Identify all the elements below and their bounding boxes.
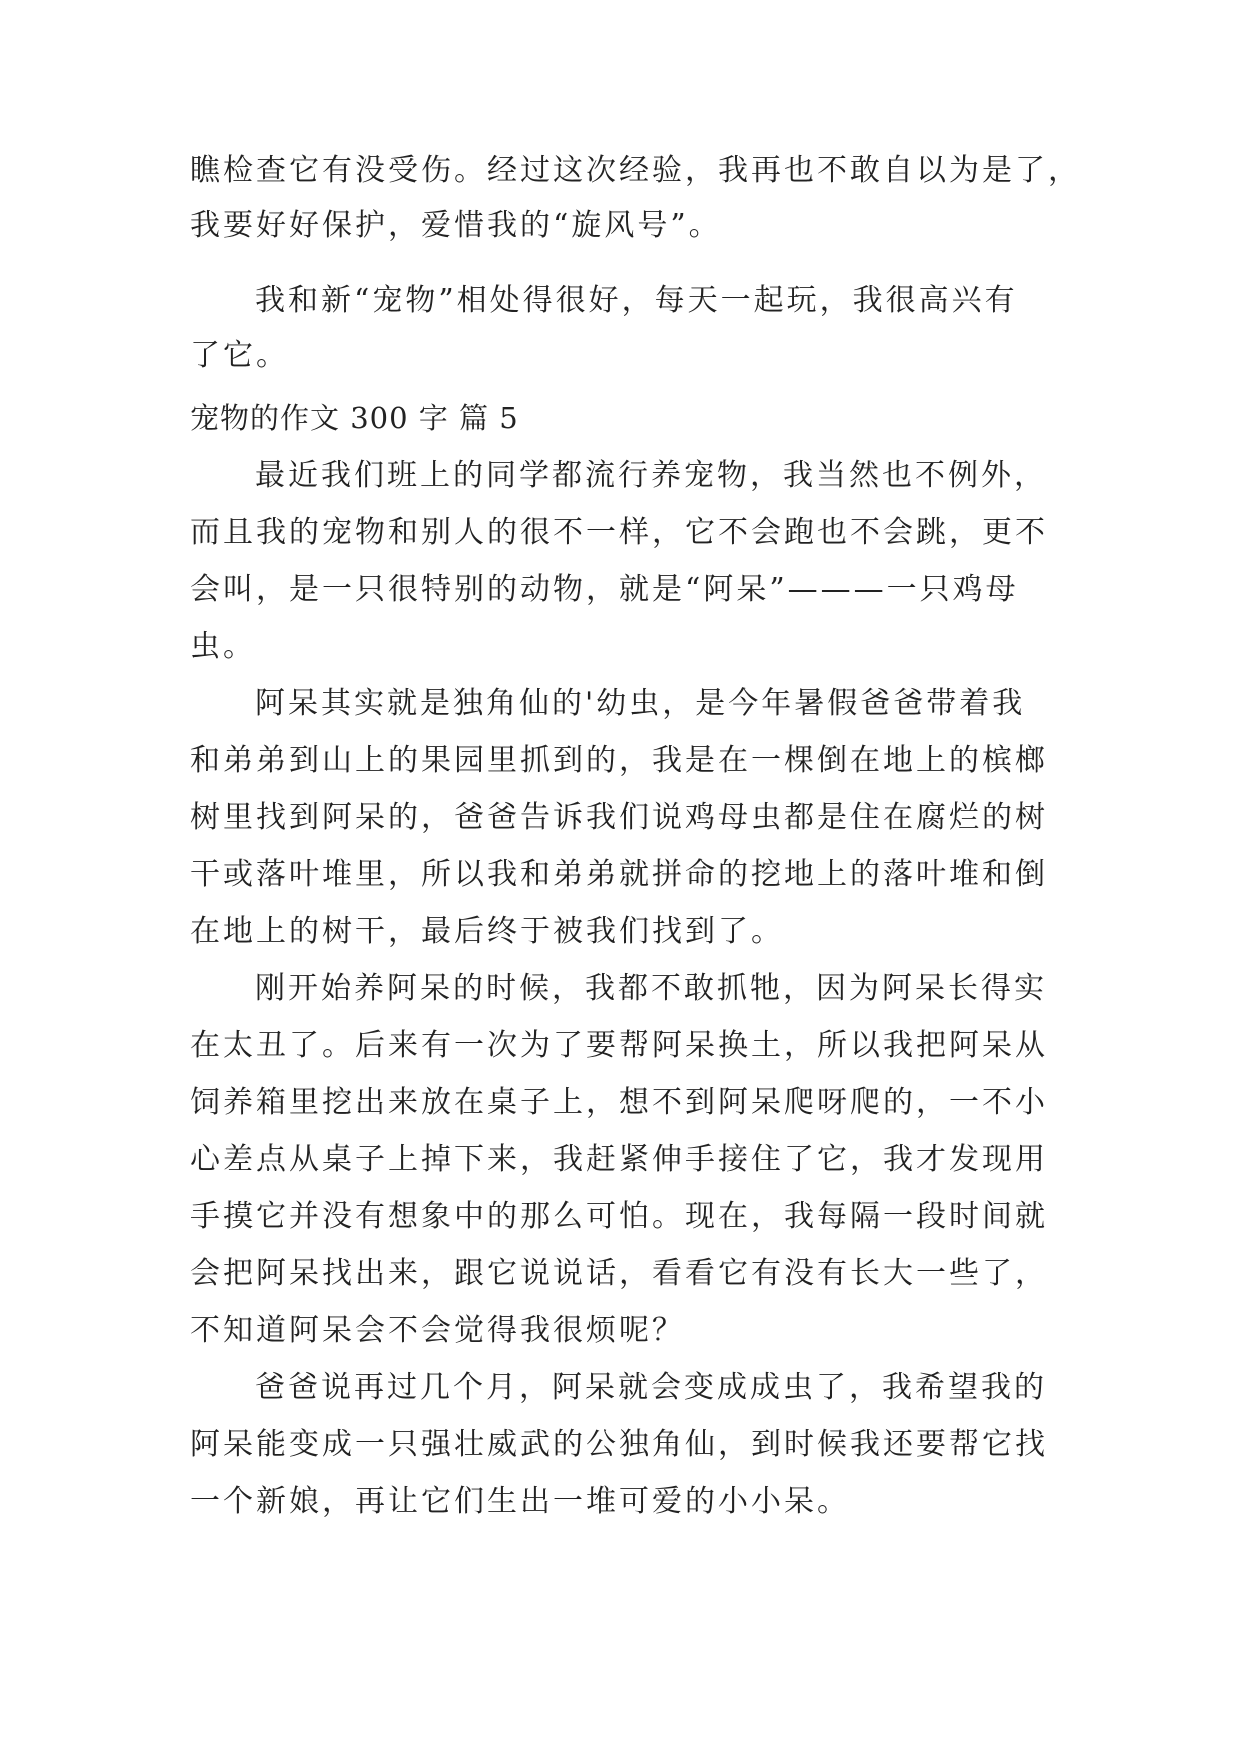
section-heading: 宠物的作文 300 字 篇 5 (190, 401, 519, 435)
text-line: 和弟弟到山上的果园里抓到的，我是在一棵倒在地上的槟榔 (190, 743, 1048, 778)
text-line: 饲养箱里挖出来放在桌子上，想不到阿呆爬呀爬的，一不小 (190, 1085, 1048, 1120)
paragraph-first-line: 爸爸说再过几个月，阿呆就会变成成虫了，我希望我的 (255, 1370, 1047, 1405)
paragraph-first-line: 阿呆其实就是独角仙的'幼虫，是今年暑假爸爸带着我 (255, 686, 1026, 721)
text-line: 树里找到阿呆的，爸爸告诉我们说鸡母虫都是住在腐烂的树 (190, 800, 1048, 835)
text-line: 虫。 (190, 629, 256, 664)
text-line: 干或落叶堆里，所以我和弟弟就拼命的挖地上的落叶堆和倒 (190, 857, 1048, 892)
text-line: 一个新娘，再让它们生出一堆可爱的小小呆。 (190, 1484, 850, 1519)
paragraph-first-line: 最近我们班上的同学都流行养宠物，我当然也不例外， (255, 458, 1047, 493)
text-line: 心差点从桌子上掉下来，我赶紧伸手接住了它，我才发现用 (190, 1142, 1048, 1177)
paragraph-first-line: 我和新“宠物”相处得很好，每天一起玩，我很高兴有 (255, 283, 1018, 318)
text-line: 不知道阿呆会不会觉得我很烦呢？ (190, 1313, 685, 1348)
text-line: 会把阿呆找出来，跟它说说话，看看它有没有长大一些了， (190, 1256, 1048, 1291)
text-line: 手摸它并没有想象中的那么可怕。现在，我每隔一段时间就 (190, 1199, 1048, 1234)
text-line: 阿呆能变成一只强壮威武的公独角仙，到时候我还要帮它找 (190, 1427, 1048, 1462)
text-line: 在地上的树干，最后终于被我们找到了。 (190, 914, 784, 949)
paragraph-first-line: 刚开始养阿呆的时候，我都不敢抓牠，因为阿呆长得实 (255, 971, 1047, 1006)
text-line: 在太丑了。后来有一次为了要帮阿呆换土，所以我把阿呆从 (190, 1028, 1048, 1063)
text-line: 我要好好保护，爱惜我的“旋风号”。 (190, 208, 722, 243)
text-line: 瞧检查它有没受伤。经过这次经验，我再也不敢自以为是了， (190, 153, 1081, 188)
text-line: 而且我的宠物和别人的很不一样，它不会跑也不会跳，更不 (190, 515, 1048, 550)
text-line: 会叫，是一只很特别的动物，就是“阿呆”———一只鸡母 (190, 572, 1019, 607)
text-line: 了它。 (190, 338, 289, 373)
